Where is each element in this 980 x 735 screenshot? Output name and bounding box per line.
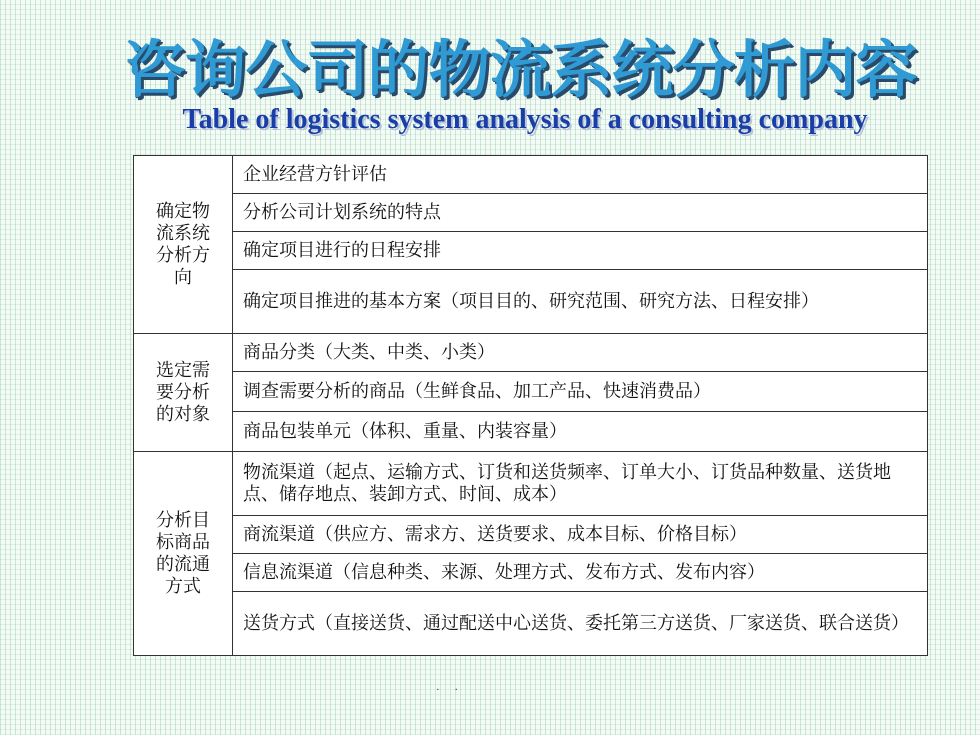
item-cell: 商流渠道（供应方、需求方、送货要求、成本目标、价格目标） (233, 516, 928, 554)
table-row (134, 516, 928, 554)
group-cell (134, 452, 233, 656)
group-label: 选定需要分析的对象 (156, 359, 210, 425)
table-row (134, 592, 928, 656)
item-cell: 分析公司计划系统的特点 (233, 194, 928, 232)
group-label: 分析目标商品的流通方式 (156, 509, 210, 597)
item-cell: 商品分类（大类、中类、小类） (233, 334, 928, 372)
group-label: 确定物流系统分析方向 (156, 200, 210, 288)
group-cell (134, 156, 233, 334)
table-row (134, 412, 928, 452)
item-cell: 送货方式（直接送货、通过配送中心送货、委托第三方送货、厂家送货、联合送货） (233, 592, 928, 656)
page-footer: . . (436, 682, 464, 693)
item-cell: 企业经营方针评估 (233, 156, 928, 194)
page-subtitle: Table of logistics system analysis of a consulting company (182, 104, 868, 135)
item-cell: 信息流渠道（信息种类、来源、处理方式、发布方式、发布内容） (233, 554, 928, 592)
table-row (134, 194, 928, 232)
item-cell: 调查需要分析的商品（生鲜食品、加工产品、快速消费品） (233, 372, 928, 412)
analysis-table (133, 155, 928, 656)
table-row (134, 270, 928, 334)
table-row (134, 372, 928, 412)
item-cell: 确定项目推进的基本方案（项目目的、研究范围、研究方法、日程安排） (233, 270, 928, 334)
item-cell: 确定项目进行的日程安排 (233, 232, 928, 270)
page-title: 咨询公司的物流系统分析内容 (123, 33, 917, 106)
table-row (134, 334, 928, 372)
table-row (134, 554, 928, 592)
table-row (134, 232, 928, 270)
item-cell: 物流渠道（起点、运输方式、订货和送货频率、订单大小、订货品种数量、送货地点、储存地点、装卸方式、时间、成本） (233, 452, 928, 516)
table-row (134, 156, 928, 194)
table-row (134, 452, 928, 516)
item-cell: 商品包装单元（体积、重量、内装容量） (233, 412, 928, 452)
group-cell (134, 334, 233, 452)
